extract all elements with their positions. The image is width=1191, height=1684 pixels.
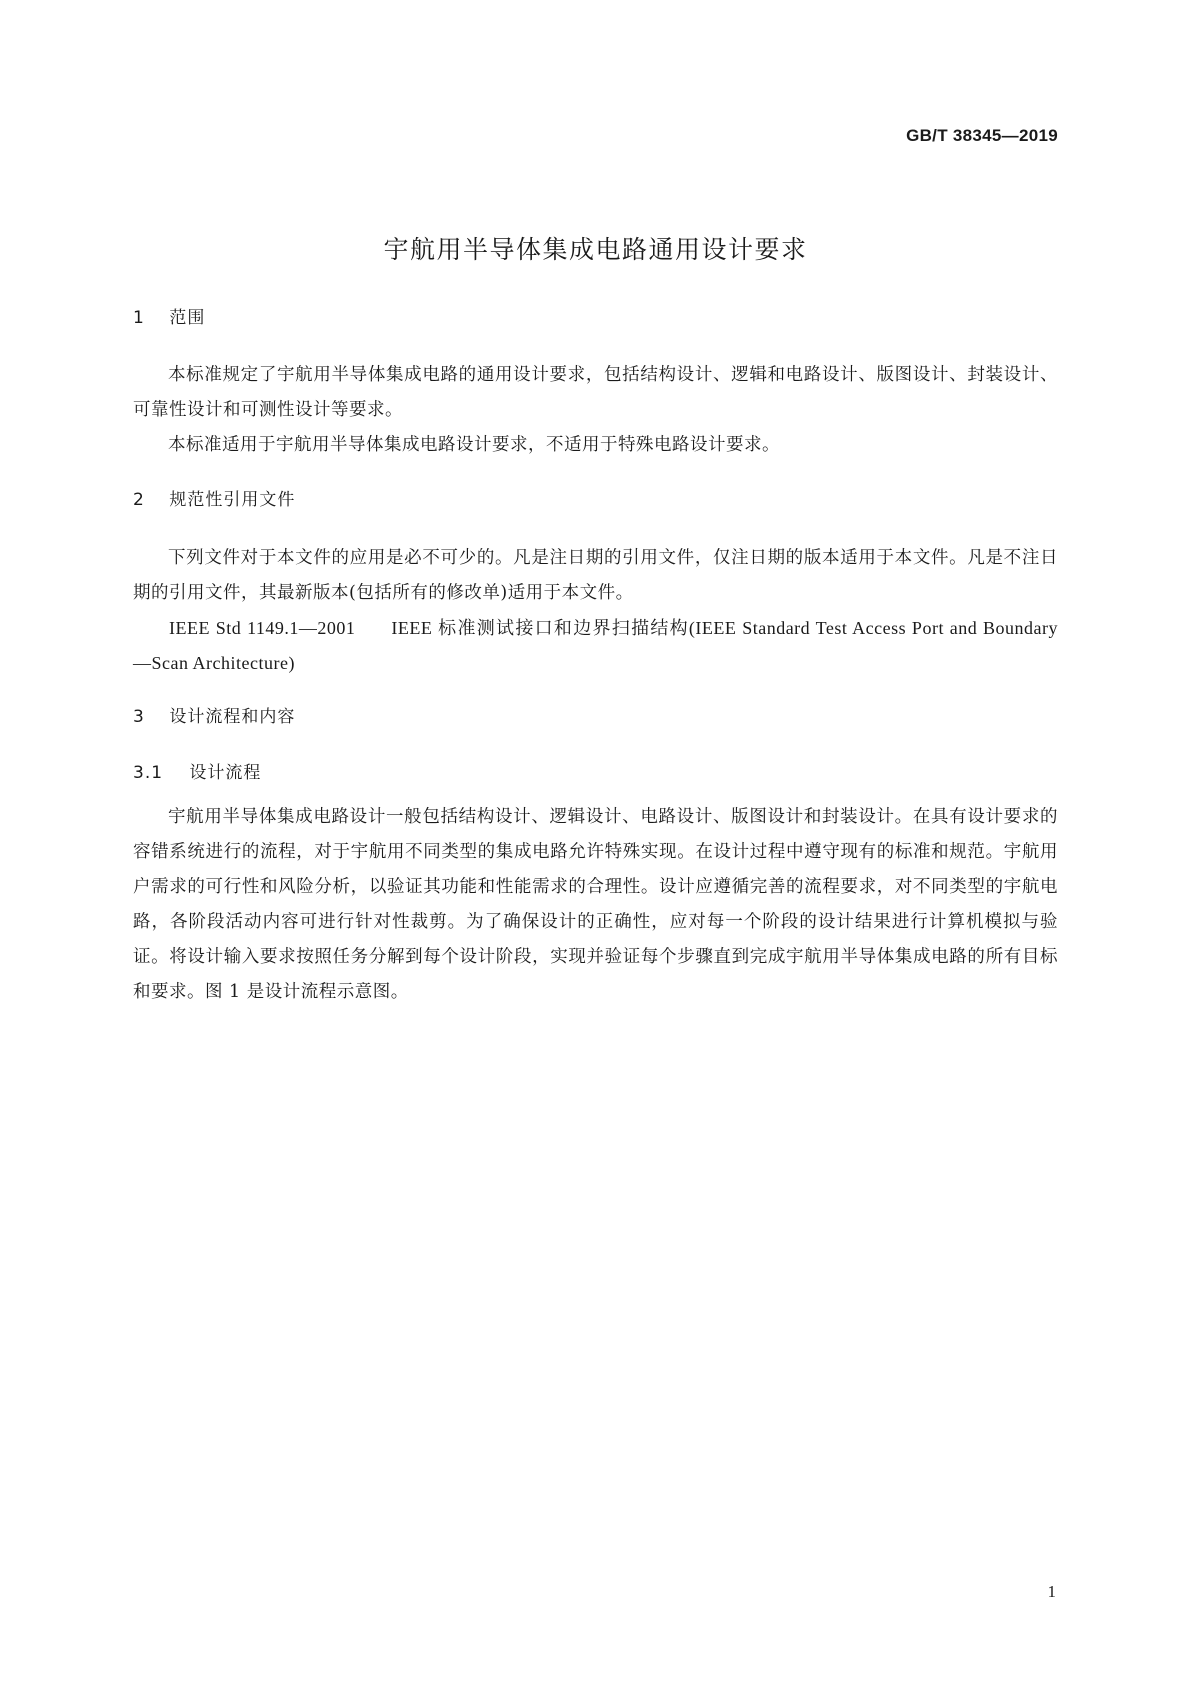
paragraph: 本标准适用于宇航用半导体集成电路设计要求，不适用于特殊电路设计要求。 [168,435,780,455]
section-title: 设计流程和内容 [169,707,296,727]
subsection-number: 3.1 [133,763,164,783]
subsection-heading [133,761,1058,785]
reference-title: IEEE 标准测试接口和边界扫描结构(IEEE Standard Test Access Port and Boundary—Scan Architecture) [133,618,1058,673]
document-title: 宇航用半导体集成电路通用设计要求 [383,235,808,264]
section-normative-references [133,488,1058,512]
section-number: 3 [133,707,145,727]
section-heading [133,306,1058,330]
paragraph: 下列文件对于本文件的应用是必不可少的。凡是注日期的引用文件，仅注日期的版本适用于本文件。凡是不注日期的引用文件，其最新版本(包括所有的修改单)适用于本文件。 [133,548,1058,603]
subsection-design-flow-body [133,800,1058,1010]
section-title: 规范性引用文件 [169,490,296,510]
section-design-process [133,705,1058,729]
subsection-title: 设计流程 [189,763,262,783]
section-references-body [133,541,1058,681]
section-scope-body [133,358,1058,463]
paragraph: 本标准规定了宇航用半导体集成电路的通用设计要求，包括结构设计、逻辑和电路设计、版图设计、封装设计、可靠性设计和可测性设计等要求。 [133,365,1058,420]
section-heading [133,488,1058,512]
section-number: 2 [133,490,145,510]
subsection-design-flow [133,761,1058,785]
paragraph: 宇航用半导体集成电路设计一般包括结构设计、逻辑设计、电路设计、版图设计和封装设计。在具有设计要求的容错系统进行的流程，对于宇航用不同类型的集成电路允许特殊实现。在设计过程中遵守现有的标准和规范。宇航用户需求的可行性和风险分析，以验证其功能和性能需求的合理性。设计应遵循完善的流程要求，对不同类型的宇航电路，各阶段活动内容可进行针对性裁剪。为了确保设计的正确性，应对每一个阶段的设计结果进行计算机模拟与验证。将设计输入要求按照任务分解到每个设计阶段，实现并验证每个步骤直到完成宇航用半导体集成电路的所有目标和要求。图 1 是设计流程示意图。 [133,807,1058,1002]
reference-code: IEEE Std 1149.1—2001 [169,618,356,638]
reference-entry [133,611,1058,681]
standard-number: GB/T 38345—2019 [906,126,1058,145]
section-title: 范围 [169,308,206,328]
section-heading [133,705,1058,729]
page-number: 1 [1047,1582,1056,1601]
section-scope [133,306,1058,330]
section-number: 1 [133,308,145,328]
